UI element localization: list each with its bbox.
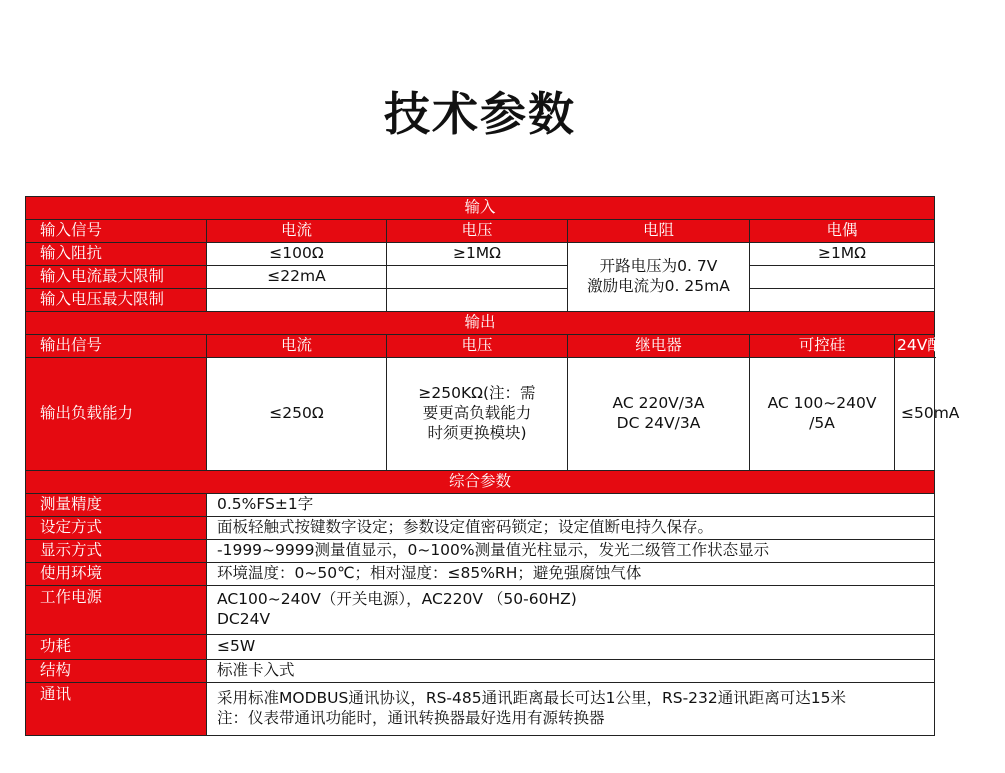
resistance-note-line2: 激励电流为0. 25mA: [587, 277, 730, 295]
input-signal-current: 电流: [207, 220, 387, 243]
general-row: [26, 494, 935, 517]
output-signal-power: 24V配电或馈电: [895, 335, 935, 358]
output-load-relay-line1: AC 220V/3A: [612, 394, 705, 413]
input-impedance-label: 输入阻抗: [26, 243, 207, 266]
comm-row: [26, 683, 935, 736]
output-section-header: 输出: [26, 312, 935, 335]
output-load-power: ≤50mA: [895, 358, 935, 471]
output-load-voltage: [387, 358, 568, 471]
general-row-label: 设定方式: [26, 517, 207, 540]
output-load-label: 输出负载能力: [26, 358, 207, 471]
input-max-current-current: ≤22mA: [207, 266, 387, 289]
resistance-note-cell: [568, 243, 750, 312]
output-load-scr-line2: /5A: [809, 414, 835, 432]
input-signal-resistance: 电阻: [568, 220, 750, 243]
input-impedance-current: ≤100Ω: [207, 243, 387, 266]
output-load-voltage-line2: 要更高负载能力: [422, 404, 532, 423]
general-row: [26, 517, 935, 540]
input-max-current-thermocouple: [750, 266, 935, 289]
comm-line1: 采用标准MODBUS通讯协议，RS-485通讯距离最长可达1公里，RS-232通讯距离可达15米: [217, 689, 846, 708]
general-row-label: 测量精度: [26, 494, 207, 517]
power-supply-label: 工作电源: [26, 586, 207, 635]
output-load-voltage-line1: ≥250KΩ(注：需: [418, 384, 536, 403]
input-max-voltage-label: 输入电压最大限制: [26, 289, 207, 312]
input-impedance-voltage: ≥1MΩ: [387, 243, 568, 266]
output-section-row: [26, 312, 935, 335]
input-signal-voltage: 电压: [387, 220, 568, 243]
general-section-row: [26, 471, 935, 494]
comm-label: 通讯: [26, 683, 207, 736]
consumption-row: [26, 635, 935, 660]
input-max-voltage-voltage: [387, 289, 568, 312]
general-row: [26, 563, 935, 586]
output-signal-label: 输出信号: [26, 335, 207, 358]
structure-row: [26, 660, 935, 683]
output-load-row: [26, 358, 935, 471]
general-row: [26, 540, 935, 563]
general-row-value: 0.5%FS±1字: [207, 494, 935, 517]
general-row-value: 面板轻触式按键数字设定；参数设定值密码锁定；设定值断电持久保存。: [207, 517, 935, 540]
input-signal-thermocouple: 电偶: [750, 220, 935, 243]
general-row-label: 显示方式: [26, 540, 207, 563]
output-signal-row: [26, 335, 935, 358]
general-row-value: 环境温度：0~50℃；相对湿度：≤85%RH；避免强腐蚀气体: [207, 563, 935, 586]
output-signal-current: 电流: [207, 335, 387, 358]
power-supply-value: [207, 586, 935, 635]
output-load-relay: [568, 358, 750, 471]
output-load-scr-line1: AC 100~240V: [767, 394, 877, 413]
output-signal-relay: 继电器: [568, 335, 750, 358]
consumption-label: 功耗: [26, 635, 207, 660]
input-impedance-row: [26, 243, 935, 266]
consumption-value: ≤5W: [207, 635, 935, 660]
output-signal-scr: 可控硅: [750, 335, 895, 358]
structure-value: 标准卡入式: [207, 660, 935, 683]
output-load-current: ≤250Ω: [207, 358, 387, 471]
input-section-header: 输入: [26, 197, 935, 220]
page-title: 技术参数: [384, 87, 576, 141]
input-section-row: [26, 197, 935, 220]
resistance-note-line1: 开路电压为0. 7V: [599, 257, 718, 276]
input-max-current-row: [26, 266, 935, 289]
output-load-relay-line2: DC 24V/3A: [616, 414, 701, 432]
general-row-value: -1999~9999测量值显示，0~100%测量值光柱显示，发光二级管工作状态显示: [207, 540, 935, 563]
general-row-label: 使用环境: [26, 563, 207, 586]
input-impedance-thermocouple: ≥1MΩ: [750, 243, 935, 266]
input-max-voltage-current: [207, 289, 387, 312]
input-signal-label: 输入信号: [26, 220, 207, 243]
input-max-current-label: 输入电流最大限制: [26, 266, 207, 289]
power-supply-line2: DC24V: [217, 610, 271, 628]
spec-table: [25, 196, 1005, 736]
output-load-voltage-line3: 时须更换模块): [427, 423, 527, 442]
input-signal-row: [26, 220, 935, 243]
input-max-voltage-thermocouple: [750, 289, 935, 312]
output-signal-voltage: 电压: [387, 335, 568, 358]
comm-line2: 注：仪表带通讯功能时，通讯转换器最好选用有源转换器: [217, 709, 605, 727]
input-max-voltage-row: [26, 289, 935, 312]
input-max-current-voltage: [387, 266, 568, 289]
output-load-scr: [750, 358, 895, 471]
power-supply-row: [26, 586, 935, 635]
comm-value: [207, 683, 935, 736]
general-section-header: 综合参数: [26, 471, 935, 494]
power-supply-line1: AC100~240V（开关电源），AC220V （50-60HZ): [217, 590, 577, 609]
structure-label: 结构: [26, 660, 207, 683]
